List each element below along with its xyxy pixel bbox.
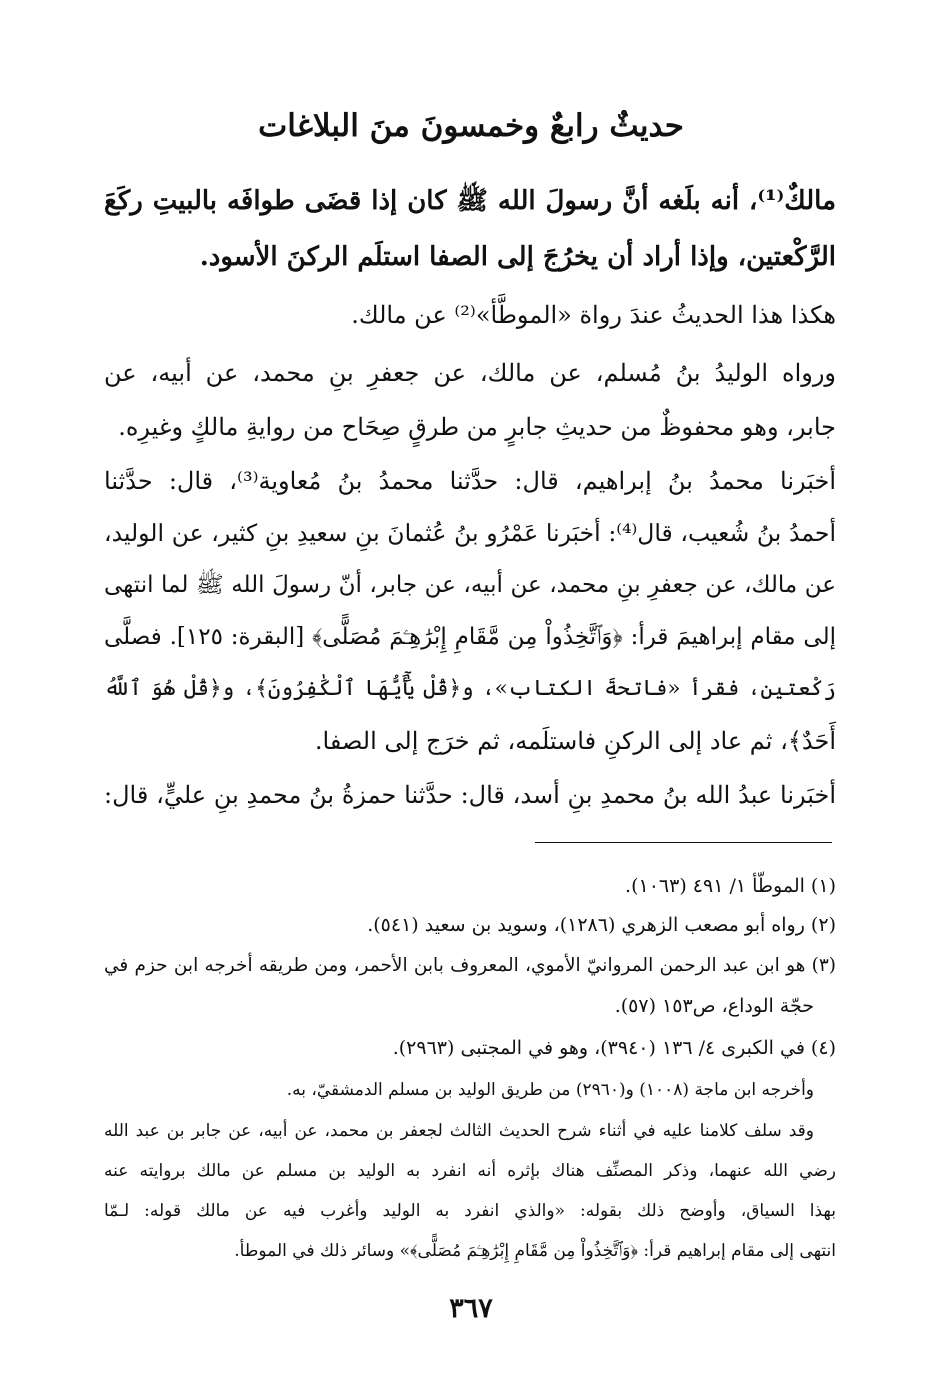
isnad-line: أخبَرنا محمدُ بنُ إبراهيم، قال: حدَّثنا محمدُ بنُ مُعاوية⁽³⁾، قال: حدَّثنا	[104, 467, 836, 495]
isnad-line: عن مالك، عن جعفرِ بنِ محمد، عن أبيه، عن جابر، أنّ رسولَ الله ﷺ لما انتهى	[104, 572, 836, 598]
commentary-line: جابر، وهو محفوظٌ من حديثِ جابرٍ من طرقٍ صِحَاح من روايةِ مالكٍ وغيرِه.	[118, 413, 836, 441]
isnad-line: أحمدُ بنُ شُعيب، قال⁽⁴⁾: أخبَرنا عَمْرُو بنُ عُثمانَ بنِ سعيدِ بنِ كثير، عن الوليد،	[104, 519, 836, 547]
footnote-2: (٢) رواه أبو مصعب الزهري (١٢٨٦)، وسويد بن سعيد (٥٤١).	[367, 914, 836, 936]
hadith-line: مالكٌ⁽¹⁾، أنه بلَغه أنَّ رسولَ الله ﷺ كان إذا قضَى طوافَه بالبيتِ ركَعَ	[104, 186, 836, 216]
hadith-line: الرَّكْعتين، وإذا أراد أن يخرُجَ إلى الصفا استلَم الركنَ الأسود.	[199, 242, 836, 272]
footnote-3-cont: حجّة الوداع، ص١٥٣ (٥٧).	[614, 995, 814, 1017]
isnad-line: أَحَدٌ﴾، ثم عاد إلى الركنِ فاستلَمه، ثم خرَج إلى الصفا.	[314, 727, 836, 755]
footnote-4-note: رضي الله عنهما، وذكر المصنِّف هناك بإثره أنه انفرد به الوليد بن مسلم عن مالك بروايته عنه	[104, 1161, 836, 1181]
page-title: حديثٌ رابعٌ وخمسونَ منَ البلاغات	[258, 108, 684, 144]
isnad-line: رَكْعتين، فقرأ «فاتحةَ الكتاب»، و﴿قُلْ يَٰٓأَيُّهَا ٱلْكَٰفِرُونَ﴾، و﴿قُلْ هُوَ ٱللَّهُ	[104, 676, 836, 701]
footnote-1: (١) الموطّأ ١/ ٤٩١ (١٠٦٣).	[625, 875, 836, 897]
footnote-3: (٣) هو ابن عبد الرحمن المروانيّ الأموي، المعروف بابن الأحمر، ومن طريقه أخرجه ابن حزم في	[104, 955, 836, 976]
page-number: ٣٦٧	[449, 1293, 493, 1324]
isnad-line: أخبَرنا عبدُ الله بنُ محمدِ بنِ أسد، قال: حدَّثنا حمزةُ بنُ محمدِ بنِ عليٍّ، قال:	[104, 781, 836, 809]
footnote-4-note: وأخرجه ابن ماجة (١٠٠٨) و(٢٩٦٠) من طريق الوليد بن مسلم الدمشقيّ، به.	[286, 1080, 814, 1100]
footnote-4: (٤) في الكبرى ٤/ ١٣٦ (٣٩٤٠)، وهو في المجتبى (٢٩٦٣).	[392, 1037, 836, 1059]
commentary-line: ورواه الوليدُ بنُ مُسلم، عن مالك، عن جعفرِ بنِ محمد، عن أبيه، عن	[104, 359, 836, 387]
footnote-4-note: انتهى إلى مقام إبراهيم قرأ: ﴿وَٱتَّخِذُواْ مِن مَّقَامِ إِبْرَٰهِـۧمَ مُصَلًّى﴾» وسائر ذلك في الموطأ.	[234, 1241, 836, 1261]
commentary-line: هكذا هذا الحديثُ عندَ رواة «الموطَّأ»⁽²⁾ عن مالك.	[351, 301, 836, 329]
footnote-4-note: وقد سلف كلامنا عليه في أثناء شرح الحديث الثالث لجعفر بن محمد، عن أبيه، عن جابر بن عبد الله	[104, 1121, 814, 1141]
isnad-line: إلى مقام إبراهيمَ قرأ: ﴿وَٱتَّخِذُواْ مِن مَّقَامِ إِبْرَٰهِـۧمَ مُصَلًّى﴾ [البقرة: ١٢٥]. فصلَّى	[104, 624, 836, 650]
footnote-4-note: بهذا السياق، وأوضح ذلك بقوله: «والذي انفرد به الوليد وأغرب فيه عن مالك قوله: لـمّا	[104, 1201, 836, 1221]
footnote-separator	[535, 842, 832, 843]
